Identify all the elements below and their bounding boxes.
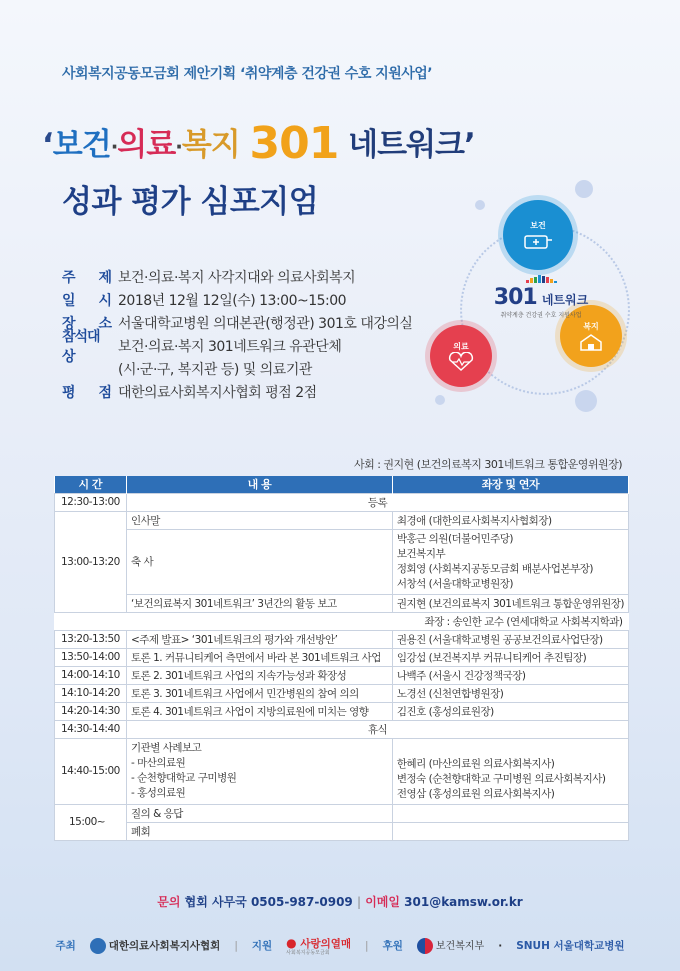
content-cell: 축 사 xyxy=(126,529,392,594)
divider: | xyxy=(365,939,369,952)
info-key: 참석대상 xyxy=(62,328,100,365)
info-value: 보건·의료·복지 사각지대와 의료사회복지 xyxy=(118,269,356,286)
host-org: 대한의료사회복지사협회 xyxy=(90,938,221,954)
medical-bubble: 의료 xyxy=(430,325,492,387)
host-label: 주최 xyxy=(55,940,76,952)
brand-bars xyxy=(481,275,601,283)
speaker-cell: 권용진 (서울대학교병원 공공보건의료사업단장) xyxy=(392,630,628,648)
table-row xyxy=(55,529,629,594)
table-row xyxy=(55,702,629,720)
time-cell: 14:40-15:00 xyxy=(55,738,127,804)
decor-circle xyxy=(575,180,593,198)
contact-phone: 협회 사무국 0505-987-0909 xyxy=(184,895,353,909)
title-number: 301 xyxy=(249,118,339,169)
love-fruit-icon: ● xyxy=(286,935,297,950)
info-value: 2018년 12월 12일(수) 13:00~15:00 xyxy=(118,292,347,309)
table-row xyxy=(55,630,629,648)
title-word-medical: 의료 xyxy=(117,127,176,163)
brand-number: 301 xyxy=(493,285,537,310)
sponsor-bar xyxy=(0,920,680,971)
brand-bar xyxy=(542,276,545,283)
time-cell: 14:30-14:40 xyxy=(55,720,127,738)
event-info xyxy=(62,265,412,403)
time-cell: 13:50-14:00 xyxy=(55,648,127,666)
network-logo-graphic xyxy=(425,170,655,420)
time-cell: 13:00-13:20 xyxy=(55,511,127,612)
brand-mark xyxy=(481,275,601,319)
decor-circle xyxy=(435,395,445,405)
speaker-cell: 박홍근 의원(더불어민주당) 보건복지부 정회영 (사회복지공동모금회 배분사업본부장) 서창석 (서울대학교병원장) xyxy=(392,529,628,594)
time-cell: 14:20-14:30 xyxy=(55,702,127,720)
wheelchair-icon xyxy=(575,390,597,412)
table-header xyxy=(55,476,629,493)
brand-bar xyxy=(526,280,529,283)
header-time: 시 간 xyxy=(55,476,127,493)
brand-bar xyxy=(534,277,537,283)
info-key: 주 제 xyxy=(62,269,112,286)
info-key: 평 점 xyxy=(62,384,112,401)
email-label: 이메일 xyxy=(365,895,400,909)
content-cell: 기관별 사례보고 - 마산의료원 - 순천향대학교 구미병원 - 홍성의료원 xyxy=(126,738,392,804)
table-row xyxy=(55,648,629,666)
time-cell: 14:00-14:10 xyxy=(55,666,127,684)
title-word-health: 보건 xyxy=(52,127,111,163)
speaker-cell xyxy=(392,804,628,822)
content-cell: 토론 1. 커뮤니티케어 측면에서 바라 본 301네트워크 사업 xyxy=(126,648,392,666)
brand-bar xyxy=(546,277,549,283)
sponsor-org-1: 보건복지부 xyxy=(417,937,484,954)
info-row-topic xyxy=(62,265,412,288)
info-value: 대한의료사회복지사협회 평점 2점 xyxy=(118,384,317,401)
section-row xyxy=(55,612,629,630)
speaker-cell: 한혜리 (마산의료원 의료사회복지사) 변정숙 (순천향대학교 구미병원 의료사회복지사) 전영삼 (홍성의료원 의료사회복지사) xyxy=(392,738,628,804)
contact-label: 문의 xyxy=(157,895,181,909)
medical-kit-icon xyxy=(521,231,555,251)
section-moderator: 좌장 : 송인한 교수 (연세대학교 사회복지학과) xyxy=(55,612,629,630)
health-bubble: 보건 xyxy=(503,200,573,270)
content-cell: ‘보건의료복지 301네트워크’ 3년간의 활동 보고 xyxy=(126,594,392,612)
speaker-cell: 최경애 (대한의료사회복지사협회장) xyxy=(392,511,628,529)
table-row xyxy=(55,594,629,612)
support-label: 지원 xyxy=(251,940,273,952)
header-content: 내 용 xyxy=(126,476,392,493)
info-value: (시·군·구, 복지관 등) 및 의료기관 xyxy=(118,361,312,378)
brand-name: 네트워크 xyxy=(541,293,589,307)
table-row xyxy=(55,822,629,840)
speaker-cell: 임강섭 (보건복지부 커뮤니티케어 추진팀장) xyxy=(392,648,628,666)
email-link[interactable]: 301@kamsw.or.kr xyxy=(404,895,523,909)
info-row-date xyxy=(62,288,412,311)
taegeuk-icon xyxy=(417,938,433,954)
speaker-cell: 노경선 (신천연합병원장) xyxy=(392,684,628,702)
info-value: 보건·의료·복지 301네트워크 유관단체 xyxy=(118,338,342,355)
info-value: 서울대학교병원 의대본관(행정관) 301호 대강의실 xyxy=(118,315,413,332)
content-cell: 인사말 xyxy=(126,511,392,529)
title-dot: · xyxy=(110,134,118,159)
time-cell: 14:10-14:20 xyxy=(55,684,127,702)
support-org: ● 사랑의열매 사회복지공동모금회 xyxy=(286,935,352,956)
brand-bar xyxy=(538,275,541,283)
table-row xyxy=(55,493,629,511)
title-dot: · xyxy=(175,134,182,159)
time-cell: 13:20-13:50 xyxy=(55,630,127,648)
divider: | xyxy=(356,895,361,909)
content-cell: <주제 발표> ‘301네트워크의 평가와 개선방안’ xyxy=(126,630,392,648)
contact-line xyxy=(0,893,680,910)
brand-sub: 취약계층 건강권 수호 지원사업 xyxy=(500,312,582,319)
tagline: 사회복지공동모금회 제안기획 ‘취약계층 건강권 수호 지원사업’ xyxy=(62,66,433,82)
speaker-cell: 김진호 (홍성의료원장) xyxy=(392,702,628,720)
table-row xyxy=(55,511,629,529)
brand-bar xyxy=(554,281,557,283)
content-cell: 질의 & 응답 xyxy=(126,804,392,822)
table-row xyxy=(55,738,629,804)
main-title xyxy=(42,118,475,169)
house-icon xyxy=(576,332,606,352)
decor-circle xyxy=(475,200,485,210)
divider: | xyxy=(234,939,238,952)
time-cell: 12:30-13:00 xyxy=(55,493,127,511)
content-cell: 토론 4. 301네트워크 사업이 지방의료원에 미치는 영향 xyxy=(126,702,392,720)
table-row xyxy=(55,804,629,822)
kamsw-logo-icon xyxy=(90,938,106,954)
info-row-audience xyxy=(62,328,412,365)
info-key: 장 소 xyxy=(62,315,112,332)
speaker-cell: 나백주 (서울시 건강정책국장) xyxy=(392,666,628,684)
dot-separator: · xyxy=(498,939,503,952)
content-cell: 휴식 xyxy=(126,720,628,738)
welfare-bubble: 복지 xyxy=(560,305,622,367)
content-cell: 폐회 xyxy=(126,822,392,840)
sponsor-org-2: SNUH 서울대학교병원 xyxy=(516,940,625,952)
info-key: 일 시 xyxy=(62,292,112,309)
speaker-cell: 권지현 (보건의료복지 301네트워크 통합운영위원장) xyxy=(392,594,628,612)
info-row-credit xyxy=(62,380,412,403)
sponsor-label: 후원 xyxy=(382,940,403,952)
table-row xyxy=(55,720,629,738)
time-cell: 15:00~ xyxy=(55,804,127,840)
subtitle: 성과 평가 심포지엄 xyxy=(62,184,319,220)
table-row xyxy=(55,666,629,684)
speaker-cell xyxy=(392,822,628,840)
schedule-table xyxy=(54,476,629,841)
brand-bar xyxy=(530,278,533,283)
header-speaker: 좌장 및 연자 xyxy=(392,476,628,493)
table-row xyxy=(55,684,629,702)
brand-bar xyxy=(550,279,553,283)
content-cell: 토론 2. 301네트워크 사업의 지속가능성과 확장성 xyxy=(126,666,392,684)
heart-pulse-icon xyxy=(446,352,476,372)
title-quote: ‘ xyxy=(42,127,53,163)
content-cell: 등록 xyxy=(126,493,628,511)
moderator: 사회 : 권지현 (보건의료복지 301네트워크 통합운영위원장) xyxy=(353,458,622,471)
title-network: 네트워크’ xyxy=(348,127,475,163)
title-word-welfare: 복지 xyxy=(181,127,240,163)
content-cell: 토론 3. 301네트워크 사업에서 민간병원의 참여 의의 xyxy=(126,684,392,702)
